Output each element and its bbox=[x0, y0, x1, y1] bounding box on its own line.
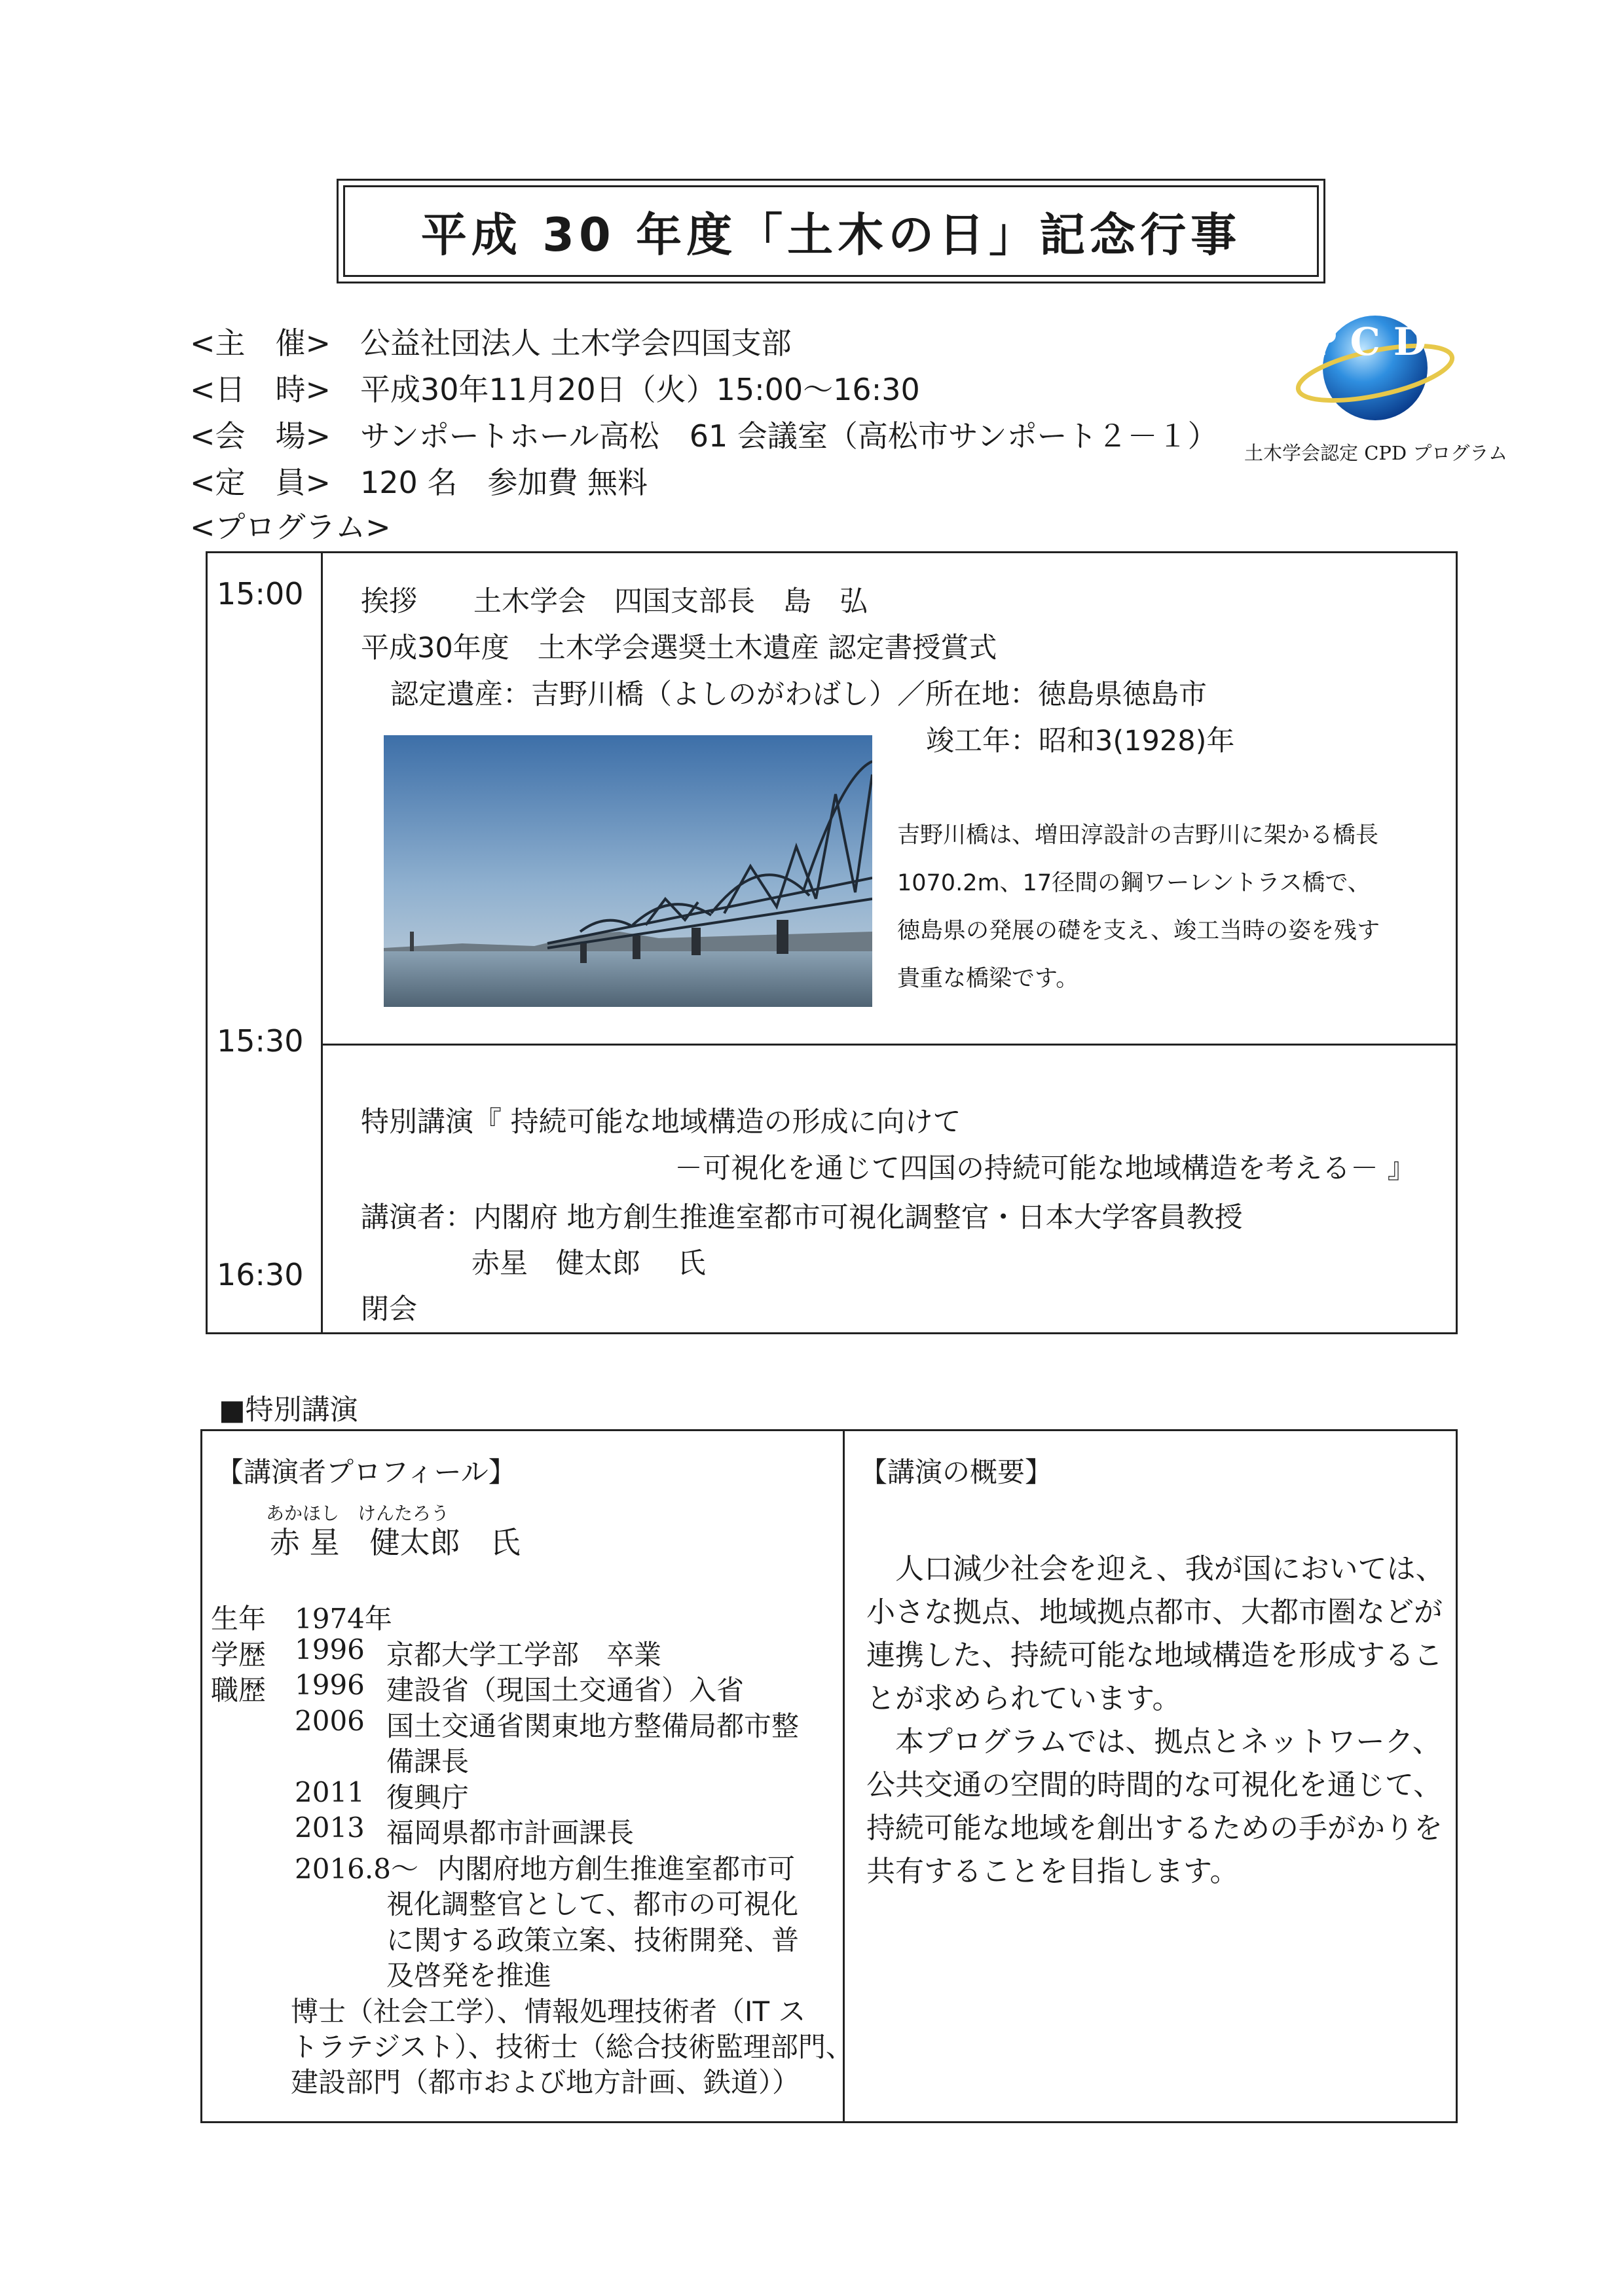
lecture-title: 特別講演『 持続可能な地域構造の形成に向けて bbox=[361, 1106, 961, 1139]
qualification-line: 博士（社会工学）、情報処理技術者（IT ス bbox=[291, 1995, 806, 2028]
profile-line-key: 学歴 bbox=[211, 1638, 267, 1671]
bridge-description-line: 貴重な橋梁です。 bbox=[897, 966, 1079, 992]
overview-line: 連携した、持続可能な地域構造を形成するこ bbox=[866, 1639, 1443, 1672]
overview-line: とが求められています。 bbox=[866, 1682, 1181, 1715]
info-value: 120 名 参加費 無料 bbox=[360, 465, 648, 500]
cpd-logo-icon bbox=[1290, 308, 1460, 432]
profile-line-year: 2013 bbox=[295, 1812, 365, 1844]
greeting: 挨拶 土木学会 四国支部長 島 弘 bbox=[361, 585, 868, 618]
info-label: <主 催> bbox=[190, 325, 331, 361]
profile-line-year: 1974年 bbox=[295, 1603, 392, 1635]
info-label: <定 員> bbox=[190, 465, 331, 500]
profile-line-year: 2016.8～ bbox=[295, 1852, 418, 1885]
time-label: 16:30 bbox=[217, 1257, 304, 1292]
time-label: 15:30 bbox=[217, 1023, 304, 1059]
bridge-description-line: 1070.2m、17径間の鋼ワーレントラス橋で、 bbox=[897, 870, 1371, 896]
overview-line: 本プログラムでは、拠点とネットワーク、 bbox=[866, 1725, 1441, 1758]
time-label: 15:00 bbox=[217, 576, 304, 611]
lecturer: 講演者：内閣府 地方創生推進室都市可視化調整官・日本大学客員教授 bbox=[361, 1201, 1243, 1234]
award-ceremony: 平成30年度 土木学会選奨土木遺産 認定書授賞式 bbox=[361, 632, 997, 665]
profile-line-text: 視化調整官として、都市の可視化 bbox=[386, 1888, 799, 1920]
section-heading: ■特別講演 bbox=[219, 1394, 358, 1427]
info-value: サンポートホール高松 61 会議室（高松市サンポート２－１） bbox=[360, 418, 1218, 454]
completion-year: 竣工年：昭和3(1928)年 bbox=[926, 725, 1235, 757]
profile-line-text: 備課長 bbox=[386, 1745, 470, 1777]
info-label: <会 場> bbox=[190, 418, 331, 454]
profile-line-text: 建設省（現国土交通省）入省 bbox=[386, 1674, 745, 1706]
cpd-caption: 土木学会認定 CPD プログラム bbox=[1244, 442, 1508, 464]
profile-line-text: 及啓発を推進 bbox=[386, 1959, 552, 1992]
profile-heading: 【講演者プロフィール】 bbox=[216, 1456, 516, 1488]
speaker-name: 赤 星 健太郎 氏 bbox=[270, 1525, 521, 1560]
overview-line: 持続可能な地域を創出するための手がかりを bbox=[866, 1812, 1443, 1845]
info-value: 公益社団法人 土木学会四国支部 bbox=[360, 325, 792, 361]
overview-line: 公共交通の空間的時間的な可視化を通じて、 bbox=[866, 1768, 1443, 1802]
overview-heading: 【講演の概要】 bbox=[860, 1456, 1053, 1488]
profile-line-key: 職歴 bbox=[211, 1674, 267, 1706]
qualification-line: 建設部門（都市および地方計画、鉄道）） bbox=[291, 2066, 800, 2098]
profile-line-text: 復興庁 bbox=[386, 1781, 470, 1813]
qualification-line: トラテジスト）、技術士（総合技術監理部門、 bbox=[291, 2031, 853, 2063]
bridge-photo bbox=[384, 735, 872, 1007]
profile-line-text: に関する政策立案、技術開発、普 bbox=[386, 1923, 800, 1956]
bridge-description-line: 吉野川橋は、増田淳設計の吉野川に架かる橋長 bbox=[897, 822, 1379, 848]
profile-line-year: 2006 bbox=[295, 1704, 365, 1737]
overview-line: 小さな拠点、地域拠点都市、大都市圏などが bbox=[866, 1595, 1443, 1629]
heritage-info: 認定遺産：吉野川橋（よしのがわばし）／所在地：徳島県徳島市 bbox=[390, 678, 1207, 711]
title-frame bbox=[337, 179, 1325, 283]
lecture-subtitle: －可視化を通じて四国の持続可能な地域構造を考える－ 』 bbox=[674, 1152, 1416, 1185]
program-divider bbox=[321, 551, 323, 1334]
bridge-description-line: 徳島県の発展の礎を支え、竣工当時の姿を残す bbox=[897, 918, 1380, 944]
profile-line-text: 国土交通省関東地方整備局都市整 bbox=[386, 1709, 800, 1742]
page-title: 平成 30 年度「土木の日」記念行事 bbox=[343, 185, 1319, 277]
profile-line-text: 福岡県都市計画課長 bbox=[386, 1817, 635, 1849]
profile-line-year: 1996 bbox=[295, 1633, 365, 1666]
name-ruby: あかほし けんたろう bbox=[266, 1503, 450, 1524]
overview-line: 共有することを目指します。 bbox=[866, 1855, 1239, 1888]
info-label: <日 時> bbox=[190, 372, 331, 407]
closing: 閉会 bbox=[361, 1293, 417, 1326]
program-divider bbox=[321, 1044, 1458, 1046]
profile-divider bbox=[843, 1429, 845, 2123]
profile-line-key: 生年 bbox=[211, 1603, 267, 1635]
lecturer-name: 赤星 健太郎 氏 bbox=[471, 1247, 706, 1280]
profile-line-year: 1996 bbox=[295, 1669, 365, 1701]
program-heading: <プログラム> bbox=[190, 509, 391, 545]
profile-line-year: 2011 bbox=[295, 1776, 365, 1808]
profile-line-text: 内閣府地方創生推進室都市可 bbox=[437, 1852, 796, 1885]
cpd-logo-letter: P C D bbox=[1308, 319, 1427, 364]
info-value: 平成30年11月20日（火）15:00～16:30 bbox=[360, 372, 920, 407]
overview-line: 人口減少社会を迎え、我が国においては、 bbox=[866, 1552, 1445, 1586]
profile-line-text: 京都大学工学部 卒業 bbox=[386, 1638, 662, 1671]
